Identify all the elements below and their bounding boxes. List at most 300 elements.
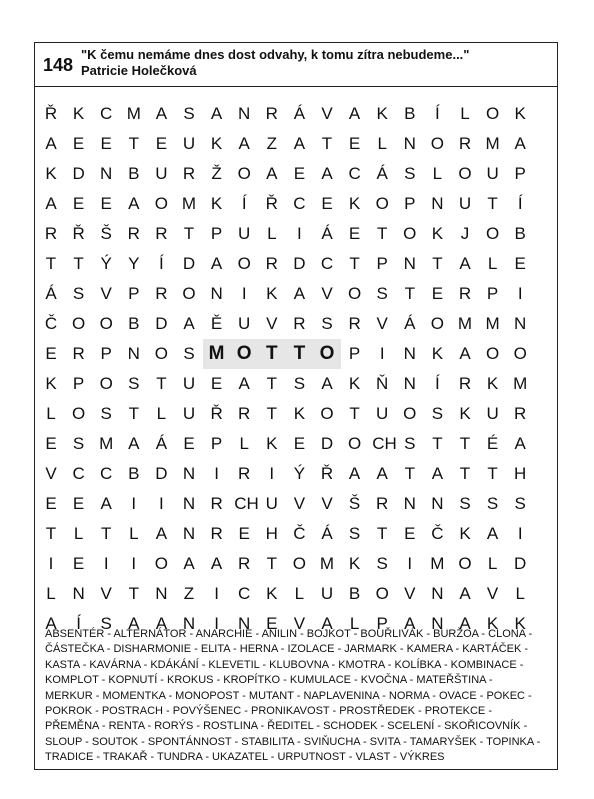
grid-cell[interactable]: K bbox=[293, 404, 306, 423]
grid-cell[interactable]: E bbox=[45, 434, 57, 453]
grid-cell[interactable]: O bbox=[154, 194, 168, 213]
grid-cell[interactable]: T bbox=[183, 224, 195, 243]
grid-cell[interactable]: É bbox=[486, 434, 499, 453]
grid-cell[interactable]: A bbox=[100, 494, 112, 513]
grid-cell[interactable]: A bbox=[128, 194, 140, 213]
grid-cell[interactable]: Ř bbox=[265, 194, 278, 213]
grid-cell[interactable]: N bbox=[403, 494, 416, 513]
grid-cell[interactable]: E bbox=[210, 374, 223, 393]
grid-cell[interactable]: A bbox=[293, 134, 306, 153]
grid-cell[interactable]: E bbox=[293, 434, 306, 453]
grid-cell[interactable]: T bbox=[432, 434, 443, 453]
grid-cell[interactable]: B bbox=[404, 104, 416, 123]
grid-cell[interactable]: R bbox=[72, 344, 85, 363]
grid-cell[interactable]: A bbox=[210, 554, 223, 573]
grid-cell[interactable]: U bbox=[182, 374, 196, 393]
grid-cell[interactable]: R bbox=[210, 524, 223, 543]
grid-cell[interactable]: N bbox=[100, 164, 113, 183]
grid-cell[interactable]: H bbox=[265, 524, 278, 543]
grid-cell[interactable]: Ý bbox=[293, 464, 306, 483]
grid-cell[interactable]: L bbox=[239, 434, 249, 453]
grid-cell[interactable]: N bbox=[182, 494, 196, 513]
grid-cell[interactable]: V bbox=[321, 494, 333, 513]
grid-cell[interactable]: S bbox=[128, 374, 140, 393]
grid-cell[interactable]: A bbox=[348, 464, 361, 483]
grid-cell[interactable]: A bbox=[348, 104, 361, 123]
grid-cell[interactable]: D bbox=[72, 164, 85, 183]
grid-cell[interactable]: V bbox=[45, 464, 57, 483]
grid-cell[interactable]: U bbox=[486, 164, 499, 183]
grid-cell[interactable]: O bbox=[237, 164, 251, 183]
grid-cell[interactable]: O bbox=[99, 374, 113, 393]
grid-cell[interactable]: S bbox=[404, 164, 416, 183]
grid-cell[interactable]: Š bbox=[348, 494, 361, 513]
grid-cell[interactable]: E bbox=[348, 134, 361, 153]
grid-cell[interactable]: V bbox=[376, 314, 388, 333]
grid-cell[interactable]: Z bbox=[183, 584, 195, 603]
grid-cell[interactable]: S bbox=[514, 494, 526, 513]
grid-cell[interactable]: T bbox=[100, 524, 112, 543]
grid-cell[interactable]: E bbox=[45, 494, 57, 513]
grid-cell[interactable]: E bbox=[266, 614, 278, 633]
grid-cell[interactable]: B bbox=[128, 314, 140, 333]
grid-cell[interactable]: K bbox=[514, 104, 526, 123]
grid-cell[interactable]: R bbox=[182, 164, 196, 183]
grid-cell[interactable]: C bbox=[100, 104, 113, 123]
grid-cell[interactable]: D bbox=[155, 464, 168, 483]
grid-cell[interactable]: A bbox=[210, 254, 223, 273]
grid-cell[interactable]: O bbox=[313, 339, 341, 369]
grid-cell[interactable]: Í bbox=[517, 194, 523, 213]
grid-cell[interactable]: K bbox=[72, 104, 85, 123]
grid-cell[interactable]: E bbox=[72, 134, 85, 153]
grid-cell[interactable]: N bbox=[182, 614, 196, 633]
grid-cell[interactable]: S bbox=[183, 104, 195, 123]
grid-cell[interactable]: O bbox=[458, 164, 472, 183]
grid-cell[interactable]: C bbox=[72, 464, 85, 483]
grid-cell[interactable]: N bbox=[403, 134, 416, 153]
grid-cell[interactable]: A bbox=[459, 584, 471, 603]
grid-cell[interactable]: I bbox=[407, 554, 413, 573]
grid-cell[interactable]: A bbox=[404, 614, 416, 633]
grid-cell[interactable]: R bbox=[458, 284, 472, 303]
grid-cell[interactable]: I bbox=[103, 554, 109, 573]
grid-cell[interactable]: L bbox=[294, 584, 305, 603]
grid-cell[interactable]: T bbox=[45, 254, 57, 273]
grid-cell[interactable]: K bbox=[431, 344, 444, 363]
grid-cell[interactable]: O bbox=[513, 344, 527, 363]
grid-cell[interactable]: L bbox=[432, 164, 443, 183]
grid-cell[interactable]: R bbox=[238, 554, 251, 573]
grid-cell[interactable]: R bbox=[514, 404, 527, 423]
grid-cell[interactable]: N bbox=[155, 584, 168, 603]
grid-cell[interactable]: I bbox=[297, 224, 302, 243]
grid-cell[interactable]: O bbox=[375, 194, 389, 213]
grid-cell[interactable]: P bbox=[348, 344, 361, 363]
grid-cell[interactable]: E bbox=[100, 194, 112, 213]
grid-cell[interactable]: T bbox=[128, 134, 139, 153]
grid-cell[interactable]: Á bbox=[321, 224, 333, 243]
grid-cell[interactable]: Á bbox=[404, 314, 416, 333]
grid-cell[interactable]: O bbox=[403, 404, 417, 423]
grid-cell[interactable]: B bbox=[128, 164, 140, 183]
grid-cell[interactable]: K bbox=[45, 374, 57, 393]
grid-cell[interactable]: T bbox=[128, 404, 139, 423]
grid-cell[interactable]: O bbox=[71, 404, 86, 423]
grid-cell[interactable]: T bbox=[321, 134, 333, 153]
grid-cell[interactable]: A bbox=[45, 614, 57, 633]
grid-cell[interactable]: A bbox=[238, 374, 250, 393]
grid-cell[interactable]: T bbox=[459, 464, 471, 483]
grid-cell[interactable]: M bbox=[485, 134, 500, 153]
grid-cell[interactable]: N bbox=[182, 464, 196, 483]
grid-cell[interactable]: H bbox=[514, 464, 527, 483]
grid-cell[interactable]: B bbox=[128, 464, 140, 483]
grid-cell[interactable]: V bbox=[404, 584, 416, 603]
grid-cell[interactable]: R bbox=[155, 284, 168, 303]
grid-cell[interactable]: K bbox=[514, 614, 526, 633]
grid-cell[interactable]: T bbox=[156, 374, 167, 393]
grid-cell[interactable]: U bbox=[376, 404, 389, 423]
grid-cell[interactable]: Ě bbox=[210, 314, 223, 333]
grid-cell[interactable]: A bbox=[128, 614, 140, 633]
grid-cell[interactable]: R bbox=[238, 464, 251, 483]
grid-cell[interactable]: S bbox=[293, 374, 306, 393]
grid-cell[interactable]: I bbox=[517, 524, 523, 543]
grid-cell[interactable]: A bbox=[321, 374, 333, 393]
grid-cell[interactable]: S bbox=[348, 524, 361, 543]
grid-cell[interactable]: S bbox=[486, 494, 499, 513]
grid-cell[interactable]: O bbox=[458, 554, 472, 573]
grid-cell[interactable]: Ž bbox=[211, 164, 222, 183]
grid-cell[interactable]: I bbox=[131, 554, 137, 573]
grid-cell[interactable]: A bbox=[459, 614, 471, 633]
grid-cell[interactable]: V bbox=[321, 104, 333, 123]
grid-cell[interactable]: P bbox=[72, 374, 85, 393]
grid-cell[interactable]: Í bbox=[159, 254, 164, 273]
grid-cell[interactable]: L bbox=[129, 524, 139, 543]
grid-cell[interactable]: E bbox=[183, 434, 195, 453]
grid-cell[interactable]: I bbox=[517, 284, 523, 303]
grid-cell[interactable]: E bbox=[155, 134, 168, 153]
grid-cell[interactable]: U bbox=[238, 314, 251, 333]
grid-cell[interactable]: A bbox=[321, 164, 333, 183]
grid-cell[interactable]: K bbox=[486, 374, 499, 393]
grid-cell[interactable]: O bbox=[375, 584, 389, 603]
grid-cell[interactable]: T bbox=[487, 194, 498, 213]
grid-cell[interactable]: P bbox=[376, 614, 388, 633]
grid-cell[interactable]: I bbox=[214, 614, 219, 633]
grid-cell[interactable]: A bbox=[431, 464, 444, 483]
grid-cell[interactable]: N bbox=[238, 104, 251, 123]
grid-cell[interactable]: R bbox=[210, 494, 223, 513]
grid-cell[interactable]: A bbox=[376, 464, 388, 483]
grid-cell[interactable]: S bbox=[376, 554, 388, 573]
grid-cell[interactable]: Z bbox=[266, 134, 277, 153]
grid-cell[interactable]: A bbox=[45, 134, 57, 153]
grid-cell[interactable]: N bbox=[514, 314, 527, 333]
grid-cell[interactable]: R bbox=[458, 134, 472, 153]
grid-cell[interactable]: N bbox=[72, 584, 85, 603]
grid-cell[interactable]: V bbox=[293, 614, 306, 633]
grid-cell[interactable]: R bbox=[127, 224, 140, 243]
grid-cell[interactable]: S bbox=[459, 494, 471, 513]
grid-cell[interactable]: Ř bbox=[44, 104, 58, 123]
grid-cell[interactable]: T bbox=[376, 524, 388, 543]
grid-cell[interactable]: E bbox=[72, 554, 85, 573]
grid-cell[interactable]: E bbox=[45, 344, 57, 363]
grid-cell[interactable]: A bbox=[293, 284, 306, 303]
grid-cell[interactable]: T bbox=[487, 464, 498, 483]
grid-cell[interactable]: Á bbox=[321, 524, 333, 543]
grid-cell[interactable]: L bbox=[460, 104, 470, 123]
grid-cell[interactable]: A bbox=[459, 344, 471, 363]
grid-cell[interactable]: C bbox=[320, 254, 334, 273]
grid-cell[interactable]: E bbox=[72, 494, 85, 513]
grid-cell[interactable]: M bbox=[99, 434, 114, 453]
grid-cell[interactable]: Ř bbox=[72, 224, 85, 243]
grid-cell[interactable]: C bbox=[348, 164, 361, 183]
grid-cell[interactable]: U bbox=[458, 194, 472, 213]
grid-cell[interactable]: T bbox=[45, 524, 57, 543]
grid-cell[interactable]: I bbox=[159, 494, 164, 513]
grid-cell[interactable]: M bbox=[203, 339, 231, 369]
grid-cell[interactable]: V bbox=[486, 584, 499, 603]
grid-cell[interactable]: I bbox=[241, 284, 247, 303]
grid-cell[interactable]: K bbox=[45, 164, 57, 183]
grid-cell[interactable]: O bbox=[71, 314, 86, 333]
grid-cell[interactable]: R bbox=[376, 494, 389, 513]
grid-cell[interactable]: Á bbox=[45, 284, 57, 303]
grid-cell[interactable]: Í bbox=[435, 104, 440, 123]
grid-cell[interactable]: O bbox=[154, 554, 168, 573]
grid-cell[interactable]: M bbox=[430, 554, 445, 573]
grid-cell[interactable]: E bbox=[293, 164, 306, 183]
grid-cell[interactable]: P bbox=[376, 254, 388, 273]
grid-cell[interactable]: T bbox=[349, 254, 360, 273]
grid-cell[interactable]: O bbox=[182, 284, 196, 303]
grid-cell[interactable]: L bbox=[377, 134, 387, 153]
grid-cell[interactable]: K bbox=[348, 554, 361, 573]
grid-cell[interactable]: A bbox=[155, 104, 168, 123]
grid-cell[interactable]: P bbox=[404, 194, 416, 213]
grid-cell[interactable]: E bbox=[348, 224, 361, 243]
grid-cell[interactable]: T bbox=[459, 434, 471, 453]
grid-cell[interactable]: S bbox=[431, 404, 444, 423]
grid-cell[interactable]: CH bbox=[234, 494, 259, 513]
grid-cell[interactable]: K bbox=[266, 284, 278, 303]
grid-cell[interactable]: A bbox=[183, 554, 195, 573]
grid-cell[interactable]: K bbox=[348, 194, 361, 213]
grid-cell[interactable]: T bbox=[376, 224, 388, 243]
grid-cell[interactable]: Č bbox=[293, 524, 306, 543]
grid-cell[interactable]: D bbox=[155, 314, 168, 333]
grid-cell[interactable]: E bbox=[514, 254, 526, 273]
grid-cell[interactable]: I bbox=[214, 464, 219, 483]
grid-cell[interactable]: L bbox=[349, 614, 360, 633]
grid-cell[interactable]: O bbox=[430, 314, 444, 333]
grid-cell[interactable]: A bbox=[238, 134, 250, 153]
grid-cell[interactable]: L bbox=[267, 224, 277, 243]
grid-cell[interactable]: CH bbox=[372, 434, 397, 453]
grid-cell[interactable]: T bbox=[432, 254, 443, 273]
grid-cell[interactable]: T bbox=[286, 339, 314, 369]
grid-cell[interactable]: K bbox=[210, 194, 223, 213]
grid-cell[interactable]: S bbox=[100, 614, 112, 633]
grid-cell[interactable]: P bbox=[100, 344, 112, 363]
grid-cell[interactable]: S bbox=[100, 404, 112, 423]
grid-cell[interactable]: Á bbox=[155, 434, 168, 453]
grid-cell[interactable]: O bbox=[292, 554, 306, 573]
grid-cell[interactable]: Ý bbox=[100, 254, 112, 273]
grid-cell[interactable]: V bbox=[100, 584, 112, 603]
grid-cell[interactable]: A bbox=[514, 434, 526, 453]
grid-cell[interactable]: I bbox=[214, 584, 219, 603]
grid-cell[interactable]: E bbox=[238, 524, 250, 543]
grid-cell[interactable]: Ň bbox=[376, 374, 389, 393]
grid-cell[interactable]: P bbox=[210, 434, 223, 453]
grid-cell[interactable]: N bbox=[182, 524, 196, 543]
grid-cell[interactable]: P bbox=[486, 284, 499, 303]
grid-cell[interactable]: K bbox=[459, 524, 471, 543]
grid-cell[interactable]: P bbox=[210, 224, 223, 243]
grid-cell[interactable]: N bbox=[210, 284, 223, 303]
grid-cell[interactable]: M bbox=[513, 374, 528, 393]
grid-cell[interactable]: D bbox=[320, 434, 334, 453]
grid-cell[interactable]: A bbox=[45, 194, 57, 213]
grid-cell[interactable]: L bbox=[46, 404, 56, 423]
grid-cell[interactable]: O bbox=[154, 344, 168, 363]
grid-cell[interactable]: V bbox=[293, 494, 306, 513]
grid-cell[interactable]: Í bbox=[435, 374, 440, 393]
grid-cell[interactable]: U bbox=[182, 404, 196, 423]
grid-cell[interactable]: T bbox=[404, 464, 415, 483]
grid-cell[interactable]: E bbox=[72, 194, 85, 213]
grid-cell[interactable]: O bbox=[347, 284, 362, 303]
grid-cell[interactable]: I bbox=[48, 554, 54, 573]
grid-cell[interactable]: C bbox=[293, 194, 306, 213]
grid-cell[interactable]: N bbox=[403, 254, 416, 273]
grid-cell[interactable]: A bbox=[210, 104, 223, 123]
grid-cell[interactable]: T bbox=[266, 374, 277, 393]
grid-cell[interactable]: Č bbox=[431, 524, 444, 543]
grid-cell[interactable]: R bbox=[265, 104, 278, 123]
grid-cell[interactable]: K bbox=[431, 224, 444, 243]
grid-cell[interactable]: D bbox=[514, 554, 527, 573]
grid-cell[interactable]: N bbox=[238, 614, 251, 633]
grid-cell[interactable]: S bbox=[404, 434, 416, 453]
grid-cell[interactable]: O bbox=[230, 339, 258, 369]
grid-cell[interactable]: R bbox=[44, 224, 58, 243]
grid-cell[interactable]: C bbox=[100, 464, 113, 483]
grid-cell[interactable]: Ř bbox=[210, 404, 223, 423]
grid-cell[interactable]: M bbox=[181, 194, 197, 213]
grid-cell[interactable]: N bbox=[431, 194, 444, 213]
grid-cell[interactable]: E bbox=[321, 194, 333, 213]
grid-cell[interactable]: K bbox=[459, 404, 471, 423]
grid-cell[interactable]: R bbox=[238, 404, 251, 423]
grid-cell[interactable]: R bbox=[155, 224, 168, 243]
grid-cell[interactable]: T bbox=[266, 554, 277, 573]
grid-cell[interactable]: K bbox=[486, 614, 499, 633]
grid-cell[interactable]: R bbox=[348, 314, 361, 333]
grid-cell[interactable]: A bbox=[155, 614, 168, 633]
grid-cell[interactable]: S bbox=[183, 344, 195, 363]
grid-cell[interactable]: R bbox=[458, 374, 472, 393]
grid-cell[interactable]: Á bbox=[293, 104, 306, 123]
grid-cell[interactable]: B bbox=[514, 224, 526, 243]
grid-cell[interactable]: B bbox=[348, 584, 361, 603]
grid-cell[interactable]: V bbox=[321, 284, 333, 303]
grid-cell[interactable]: K bbox=[210, 134, 223, 153]
grid-cell[interactable]: R bbox=[265, 254, 278, 273]
grid-cell[interactable]: D bbox=[182, 254, 196, 273]
grid-cell[interactable]: A bbox=[128, 434, 140, 453]
grid-cell[interactable]: L bbox=[73, 524, 84, 543]
grid-cell[interactable]: T bbox=[73, 254, 84, 273]
grid-cell[interactable]: T bbox=[404, 284, 415, 303]
grid-cell[interactable]: A bbox=[321, 614, 333, 633]
grid-cell[interactable]: T bbox=[266, 404, 277, 423]
grid-cell[interactable]: A bbox=[486, 524, 499, 543]
grid-cell[interactable]: Y bbox=[128, 254, 140, 273]
grid-cell[interactable]: Š bbox=[100, 224, 112, 243]
grid-cell[interactable]: O bbox=[403, 224, 417, 243]
grid-cell[interactable]: M bbox=[126, 104, 141, 123]
grid-cell[interactable]: A bbox=[155, 524, 168, 543]
grid-cell[interactable]: O bbox=[347, 434, 362, 453]
grid-cell[interactable]: L bbox=[515, 584, 525, 603]
grid-cell[interactable]: I bbox=[131, 494, 137, 513]
grid-cell[interactable]: M bbox=[485, 314, 500, 333]
grid-cell[interactable]: R bbox=[293, 314, 306, 333]
grid-cell[interactable]: D bbox=[293, 254, 306, 273]
grid-cell[interactable]: K bbox=[266, 584, 278, 603]
grid-cell[interactable]: N bbox=[431, 494, 444, 513]
grid-cell[interactable]: P bbox=[514, 164, 526, 183]
grid-cell[interactable]: E bbox=[431, 284, 444, 303]
grid-cell[interactable]: K bbox=[266, 434, 278, 453]
grid-cell[interactable]: O bbox=[430, 134, 444, 153]
grid-cell[interactable]: K bbox=[376, 104, 388, 123]
grid-cell[interactable]: M bbox=[319, 554, 335, 573]
grid-cell[interactable]: A bbox=[459, 254, 471, 273]
grid-cell[interactable]: L bbox=[487, 554, 498, 573]
grid-cell[interactable]: N bbox=[431, 584, 444, 603]
grid-cell[interactable]: C bbox=[238, 584, 251, 603]
grid-cell[interactable]: O bbox=[485, 344, 500, 363]
grid-cell[interactable]: T bbox=[128, 584, 139, 603]
grid-cell[interactable]: N bbox=[431, 614, 444, 633]
grid-cell[interactable]: Ř bbox=[320, 464, 334, 483]
grid-cell[interactable]: Č bbox=[44, 314, 58, 333]
grid-cell[interactable]: O bbox=[485, 104, 500, 123]
grid-cell[interactable]: Í bbox=[241, 194, 247, 213]
grid-cell[interactable]: U bbox=[182, 134, 196, 153]
grid-cell[interactable]: A bbox=[183, 314, 195, 333]
grid-cell[interactable]: S bbox=[72, 434, 85, 453]
grid-cell[interactable]: T bbox=[349, 404, 360, 423]
grid-cell[interactable]: L bbox=[487, 254, 498, 273]
grid-cell[interactable]: N bbox=[403, 344, 416, 363]
grid-cell[interactable]: M bbox=[457, 314, 473, 333]
grid-cell[interactable]: S bbox=[321, 314, 333, 333]
grid-cell[interactable]: O bbox=[99, 314, 113, 333]
grid-cell[interactable]: I bbox=[269, 464, 275, 483]
grid-cell[interactable]: T bbox=[258, 339, 286, 369]
grid-cell[interactable]: O bbox=[485, 224, 500, 243]
grid-cell[interactable]: L bbox=[46, 584, 56, 603]
